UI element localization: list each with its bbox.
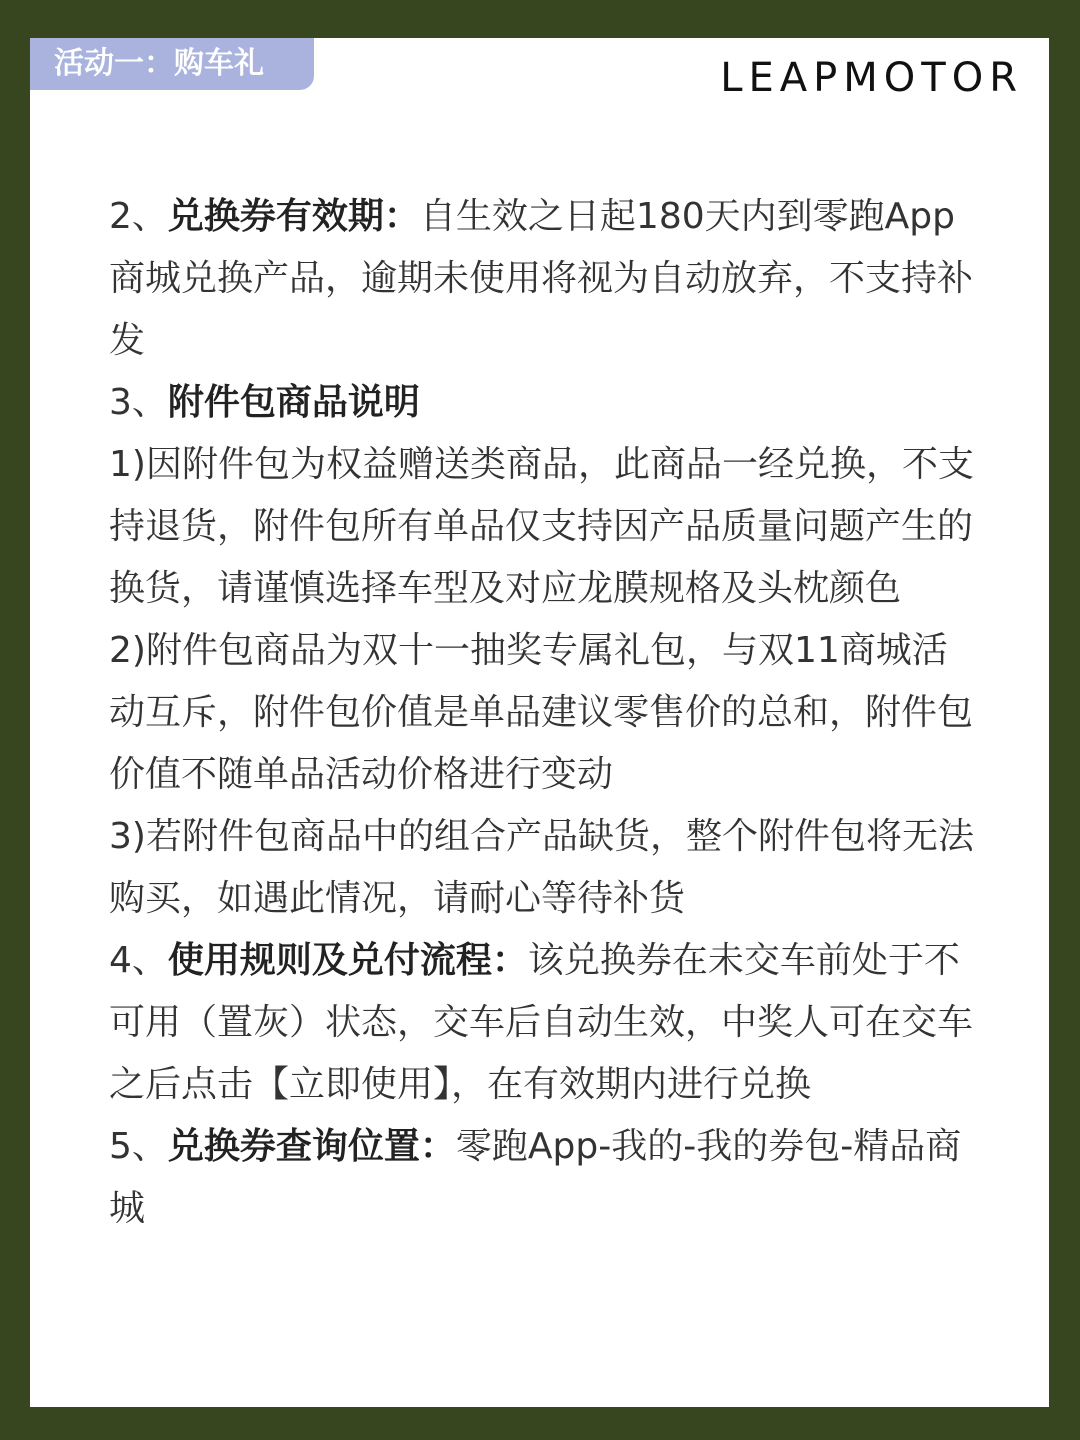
rule-number: 4、 — [109, 940, 168, 981]
rule-number: 5、 — [109, 1126, 168, 1167]
rule-heading: 附件包商品说明 — [167, 382, 420, 423]
activity-tag: 活动一：购车礼 — [30, 38, 314, 90]
rule-body: 2)附件包商品为双十一抽奖专属礼包，与双11商城活动互斥，附件包价值是单品建议零售价的总和，附件包价值不随单品活动价格进行变动 — [109, 630, 974, 795]
leapmotor-logo: LEAPMOTOR — [720, 55, 1023, 101]
rule-body: 3)若附件包商品中的组合产品缺货，整个附件包将无法购买，如遇此情况，请耐心等待补货 — [109, 816, 974, 919]
rule-body: 自生效之日起180天内到零跑App商城兑换产品，逾期未使用将视为自动放弃，不支持补发 — [109, 196, 974, 361]
rule-package-heading — [109, 372, 977, 434]
content-card — [30, 38, 1049, 1407]
rule-package-item-2 — [109, 620, 977, 806]
rule-number: 3、 — [109, 382, 168, 423]
rule-body: 零跑App-我的-我的券包-精品商城 — [109, 1126, 962, 1229]
rules-text — [109, 186, 977, 1240]
rule-package-item-3 — [109, 806, 977, 930]
rule-heading: 使用规则及兑付流程： — [167, 940, 528, 981]
rule-number: 2、 — [109, 196, 168, 237]
rule-heading: 兑换券查询位置： — [167, 1126, 456, 1167]
rule-usage — [109, 930, 977, 1116]
rule-body: 该兑换券在未交车前处于不可用（置灰）状态，交车后自动生效，中奖人可在交车之后点击【立即使用】，在有效期内进行兑换 — [109, 940, 974, 1105]
rule-heading: 兑换券有效期： — [167, 196, 420, 237]
rule-body: 1)因附件包为权益赠送类商品，此商品一经兑换，不支持退货，附件包所有单品仅支持因产品质量问题产生的换货，请谨慎选择车型及对应龙膜规格及头枕颜色 — [109, 444, 974, 609]
rule-lookup — [109, 1116, 977, 1240]
rule-package-item-1 — [109, 434, 977, 620]
rule-validity — [109, 186, 977, 372]
